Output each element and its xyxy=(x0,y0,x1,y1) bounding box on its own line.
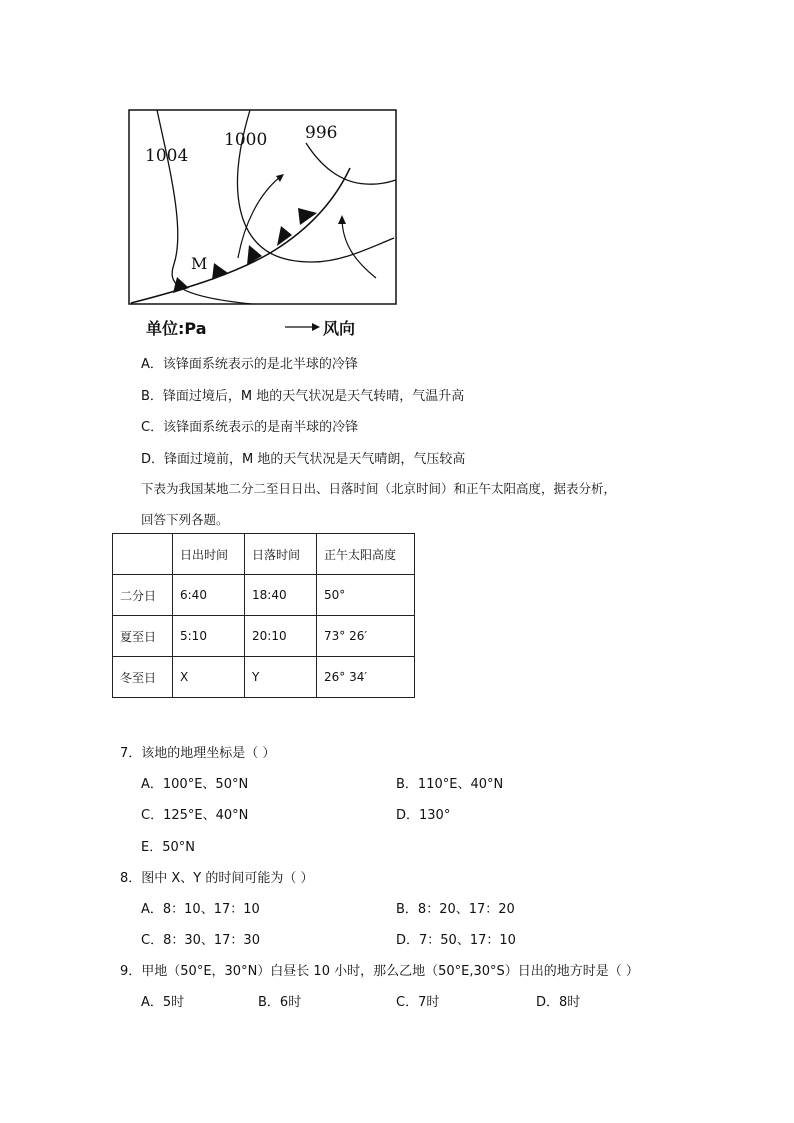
unit-label: 单位:Pa xyxy=(146,319,207,338)
q9-stem: 9．甲地（50°E，30°N）白昼长 10 小时，那么乙地（50°E,30°S）日出的地方时是（ ） xyxy=(120,964,639,979)
wind-arrowhead xyxy=(338,215,346,224)
isobar-label-1000: 1000 xyxy=(224,130,268,150)
table-header-cell: 正午太阳高度 xyxy=(317,534,415,575)
q8-option-b: B．8：20、17：20 xyxy=(396,902,515,917)
table-header-cell: 日落时间 xyxy=(245,534,317,575)
isobar-996 xyxy=(306,143,396,184)
table-intro-line-2: 回答下列各题。 xyxy=(141,512,229,527)
q9-option-a: A．5时 xyxy=(141,995,185,1010)
q8-option-d: D．7：50、17：10 xyxy=(396,933,516,948)
table-header-cell: 日出时间 xyxy=(173,534,245,575)
cold-front-line xyxy=(131,168,350,303)
front-triangle xyxy=(212,263,228,280)
table-cell: 50° xyxy=(317,575,415,616)
table-header-row xyxy=(113,534,415,575)
table-header-cell xyxy=(113,534,173,575)
q6-option-b: B．锋面过境后，M 地的天气状况是天气转晴，气温升高 xyxy=(141,389,465,404)
isobar-label-1004: 1004 xyxy=(145,146,189,166)
q7-option-c: C．125°E、40°N xyxy=(141,808,249,823)
q8-option-a: A．8：10、17：10 xyxy=(141,902,260,917)
table-cell: 二分日 xyxy=(113,575,173,616)
q7-stem: 7．该地的地理坐标是（ ） xyxy=(120,746,276,761)
legend-arrowhead xyxy=(312,323,320,331)
table-row xyxy=(113,575,415,616)
q8-option-c: C．8：30、17：30 xyxy=(141,933,260,948)
q6-option-c: C．该锋面系统表示的是南半球的冷锋 xyxy=(141,420,359,435)
wind-arrow xyxy=(238,177,280,258)
table-cell: 夏至日 xyxy=(113,616,173,657)
isobar-label-996: 996 xyxy=(305,123,338,143)
table-cell: Y xyxy=(245,657,317,698)
front-triangle xyxy=(298,208,317,225)
table-row xyxy=(113,657,415,698)
table-cell: 73° 26′ xyxy=(317,616,415,657)
table-cell: 20:10 xyxy=(245,616,317,657)
table-cell: 18:40 xyxy=(245,575,317,616)
q7-option-d: D．130° xyxy=(396,808,451,823)
table-cell: X xyxy=(173,657,245,698)
wind-arrow xyxy=(342,220,376,278)
front-diagram xyxy=(0,0,794,340)
table-cell: 6:40 xyxy=(173,575,245,616)
table-cell: 5:10 xyxy=(173,616,245,657)
table-cell: 冬至日 xyxy=(113,657,173,698)
q9-option-c: C．7时 xyxy=(396,995,440,1010)
point-m-label: M xyxy=(191,254,208,273)
table-row xyxy=(113,616,415,657)
q6-option-a: A．该锋面系统表示的是北半球的冷锋 xyxy=(141,357,358,372)
wind-arrowhead xyxy=(276,174,284,182)
q8-stem: 8．图中 X、Y 的时间可能为（ ） xyxy=(120,871,314,886)
q6-option-d: D．锋面过境前，M 地的天气状况是天气晴朗，气压较高 xyxy=(141,452,466,467)
q7-option-b: B．110°E、40°N xyxy=(396,777,504,792)
q7-option-e: E．50°N xyxy=(141,840,195,855)
wind-label: 风向 xyxy=(323,319,356,338)
table-intro-line-1: 下表为我国某地二分二至日日出、日落时间（北京时间）和正午太阳高度，据表分析， xyxy=(141,481,617,496)
sunrise-table xyxy=(112,533,415,698)
q9-option-d: D．8时 xyxy=(536,995,581,1010)
table-cell: 26° 34′ xyxy=(317,657,415,698)
q9-option-b: B．6时 xyxy=(258,995,302,1010)
q7-option-a: A．100°E、50°N xyxy=(141,777,249,792)
